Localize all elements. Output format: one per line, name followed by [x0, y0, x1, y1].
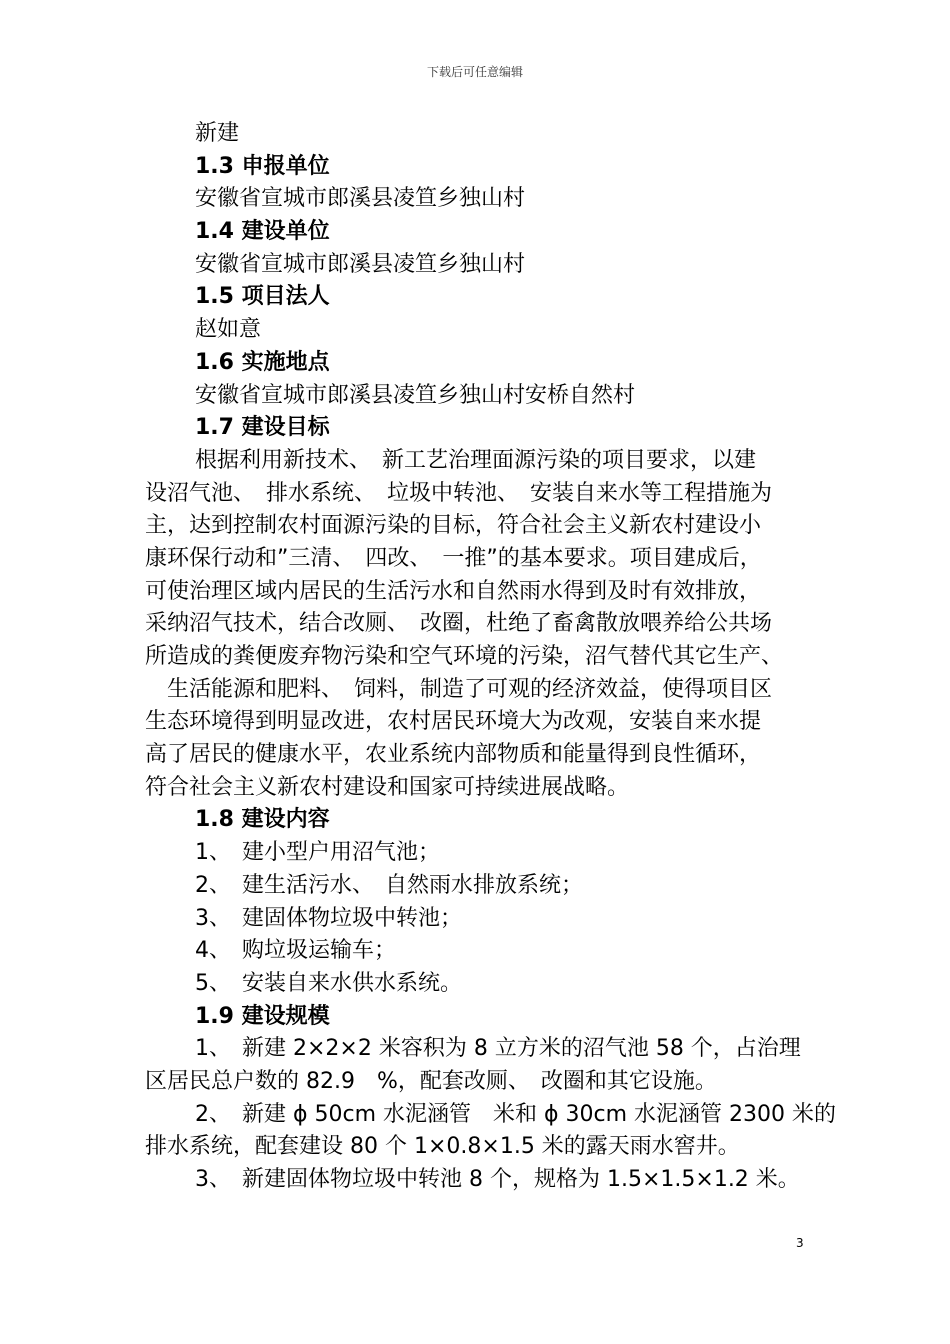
- section-1-8-item: 1、 建小型户用沼气池；: [195, 840, 440, 866]
- section-1-7-line: 生活能源和肥料、 饲料，制造了可观的经济效益，使得项目区: [145, 676, 773, 702]
- section-1-8-item: 4、 购垃圾运输车；: [195, 938, 396, 964]
- section-1-6-body: 安徽省宣城市郎溪县凌笪乡独山村安桥自然村: [195, 382, 636, 408]
- section-1-7-line: 设沼气池、 排水系统、 垃圾中转池、 安装自来水等工程措施为: [145, 480, 773, 506]
- section-1-7-line: 可使治理区域内居民的生活污水和自然雨水得到及时有效排放，: [145, 578, 762, 604]
- section-1-4-heading: 1.4 建设单位: [195, 219, 330, 245]
- section-1-7-line: 生态环境得到明显改进，农村居民环境大为改观，安装自来水提: [145, 709, 762, 735]
- section-1-8-heading: 1.8 建设内容: [195, 807, 330, 833]
- section-1-2-body: 新建: [195, 121, 240, 146]
- section-1-7-line: 符合社会主义新农村建设和国家可持续进展战略。: [145, 774, 630, 800]
- section-1-9-heading: 1.9 建设规模: [195, 1003, 330, 1029]
- section-1-7-line: 高了居民的健康水平，农业系统内部物质和能量得到良性循环，: [145, 742, 762, 768]
- section-1-7-heading: 1.7 建设目标: [195, 415, 330, 441]
- section-1-4-body: 安徽省宣城市郎溪县凌笪乡独山村: [195, 251, 526, 277]
- section-1-7-line: 采纳沼气技术，结合改厕、 改圈，杜绝了畜禽散放喂养给公共场: [145, 611, 773, 637]
- section-1-5-heading: 1.5 项目法人: [195, 284, 330, 310]
- section-1-7-line: 根据利用新技术、 新工艺治理面源污染的项目要求，以建: [195, 447, 757, 473]
- section-1-3-heading: 1.3 申报单位: [195, 153, 330, 179]
- page-header-note: 下载后可任意编辑: [426, 65, 523, 79]
- section-1-7-line: 康环保行动和”三清、 四改、 一推”的基本要求。项目建成后，: [145, 545, 762, 571]
- page-number: 3: [796, 1236, 804, 1250]
- section-1-8-item: 2、 建生活污水、 自然雨水排放系统；: [195, 872, 583, 898]
- document-body: [145, 118, 836, 1197]
- section-1-9-line: 区居民总户数的 82.9 %，配套改厕、 改圈和其它设施。: [145, 1068, 717, 1094]
- section-1-9-line: 排水系统，配套建设 80 个 1×0.8×1.5 米的露天雨水窖井。: [145, 1134, 740, 1160]
- section-1-3-body: 安徽省宣城市郎溪县凌笪乡独山村: [195, 186, 526, 212]
- section-1-7-line: 主，达到控制农村面源污染的目标，符合社会主义新农村建设小: [145, 513, 762, 539]
- section-1-9-line: 3、 新建固体物垃圾中转池 8 个，规格为 1.5×1.5×1.2 米。: [195, 1167, 800, 1192]
- section-1-9-line: 1、 新建 2×2×2 米容积为 8 立方米的沼气池 58 个，占治理: [195, 1036, 801, 1062]
- section-1-9-line: 2、 新建 ϕ 50cm 水泥涵管 米和 ϕ 30cm 水泥涵管 2300 米的: [195, 1101, 836, 1127]
- section-1-8-item: 3、 建固体物垃圾中转池；: [195, 905, 462, 931]
- section-1-8-item: 5、 安装自来水供水系统。: [195, 970, 462, 996]
- section-1-5-body: 赵如意: [195, 317, 262, 343]
- section-1-6-heading: 1.6 实施地点: [195, 349, 330, 375]
- section-1-7-line: 所造成的粪便废弃物污染和空气环境的污染，沼气替代其它生产、: [145, 644, 784, 669]
